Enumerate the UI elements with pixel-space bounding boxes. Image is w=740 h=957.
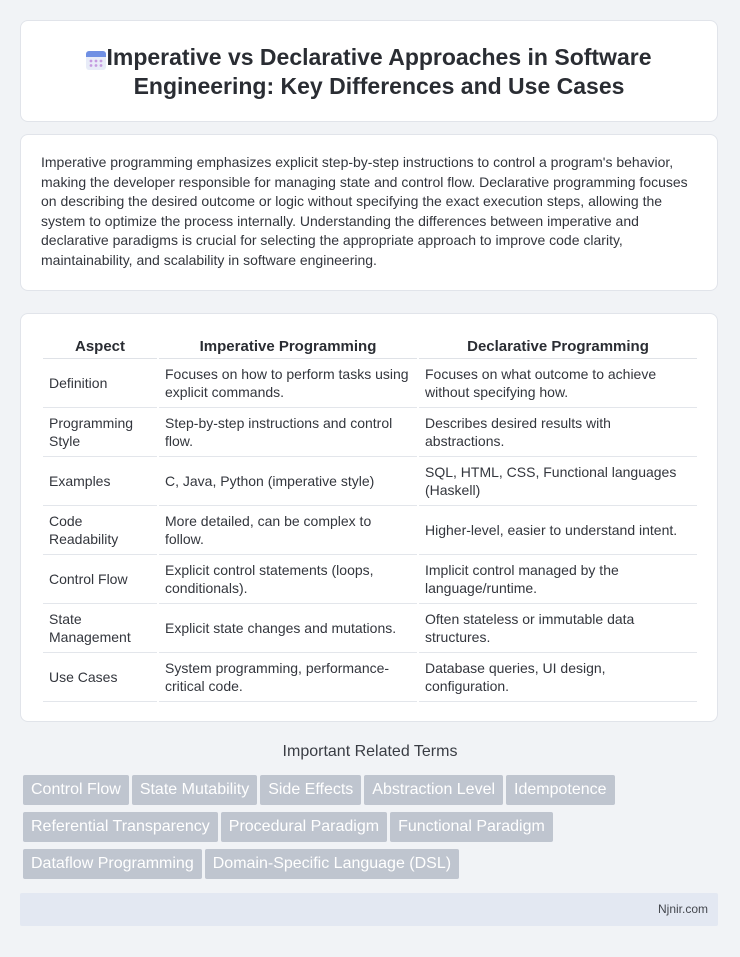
row-declarative: Often stateless or immutable data structures.	[419, 604, 697, 653]
header-imperative: Imperative Programming	[159, 335, 417, 359]
row-declarative: Focuses on what outcome to achieve without specifying how.	[419, 359, 697, 408]
intro-paragraph: Imperative programming emphasizes explicit step-by-step instructions to control a program's behavior, making the developer responsible for managing state and control flow. Declarative programming focuses on describing the desired outcome or logic without specifying the exact execution steps, allowing the system to optimize the process internally. Understanding the differences between imperative and declarative paradigms is crucial for selecting the appropriate approach to improve code clarity, maintainability, and scalability in software engineering.	[41, 154, 688, 268]
footer-site[interactable]: Njnir.com	[657, 902, 708, 916]
table-row	[43, 555, 697, 604]
header-declarative: Declarative Programming	[419, 335, 697, 359]
row-declarative: Database queries, UI design, configuration.	[419, 653, 697, 702]
table-row	[43, 408, 697, 457]
table-row	[43, 506, 697, 555]
table-header-row	[43, 335, 697, 359]
related-terms-list	[23, 775, 723, 886]
tag-procedural-paradigm[interactable]: Procedural Paradigm	[221, 812, 387, 842]
tag-control-flow[interactable]: Control Flow	[23, 775, 129, 805]
row-imperative: More detailed, can be complex to follow.	[159, 506, 417, 555]
comparison-card	[20, 313, 718, 722]
header-aspect: Aspect	[43, 335, 157, 359]
row-imperative: Step-by-step instructions and control flow.	[159, 408, 417, 457]
title-card	[20, 20, 718, 122]
comparison-table	[41, 335, 699, 702]
tag-idempotence[interactable]: Idempotence	[506, 775, 615, 805]
intro-card	[20, 134, 718, 291]
row-aspect: Code Readability	[43, 506, 157, 555]
row-aspect: Examples	[43, 457, 157, 506]
row-imperative: Explicit control statements (loops, conditionals).	[159, 555, 417, 604]
row-declarative: Higher-level, easier to understand intent.	[419, 506, 697, 555]
table-row	[43, 653, 697, 702]
row-aspect: Use Cases	[43, 653, 157, 702]
related-terms-heading: Important Related Terms	[282, 743, 458, 760]
tag-functional-paradigm[interactable]: Functional Paradigm	[390, 812, 553, 842]
row-imperative: Focuses on how to perform tasks using explicit commands.	[159, 359, 417, 408]
row-aspect: State Management	[43, 604, 157, 653]
tag-referential-transparency[interactable]: Referential Transparency	[23, 812, 218, 842]
footer-bar	[20, 893, 718, 926]
row-imperative: Explicit state changes and mutations.	[159, 604, 417, 653]
row-imperative: C, Java, Python (imperative style)	[159, 457, 417, 506]
tag-dataflow-programming[interactable]: Dataflow Programming	[23, 849, 202, 879]
tag-dsl[interactable]: Domain-Specific Language (DSL)	[205, 849, 459, 879]
row-declarative: Implicit control managed by the language/runtime.	[419, 555, 697, 604]
table-row	[43, 359, 697, 408]
tag-abstraction-level[interactable]: Abstraction Level	[364, 775, 503, 805]
tag-side-effects[interactable]: Side Effects	[260, 775, 361, 805]
row-aspect: Control Flow	[43, 555, 157, 604]
row-aspect: Definition	[43, 359, 157, 408]
tag-state-mutability[interactable]: State Mutability	[132, 775, 257, 805]
table-row	[43, 604, 697, 653]
row-declarative: SQL, HTML, CSS, Functional languages (Haskell)	[419, 457, 697, 506]
row-imperative: System programming, performance-critical code.	[159, 653, 417, 702]
row-declarative: Describes desired results with abstractions.	[419, 408, 697, 457]
row-aspect: Programming Style	[43, 408, 157, 457]
table-row	[43, 457, 697, 506]
page-title: Imperative vs Declarative Approaches in Software Engineering: Key Differences and Use Cases	[106, 44, 652, 99]
